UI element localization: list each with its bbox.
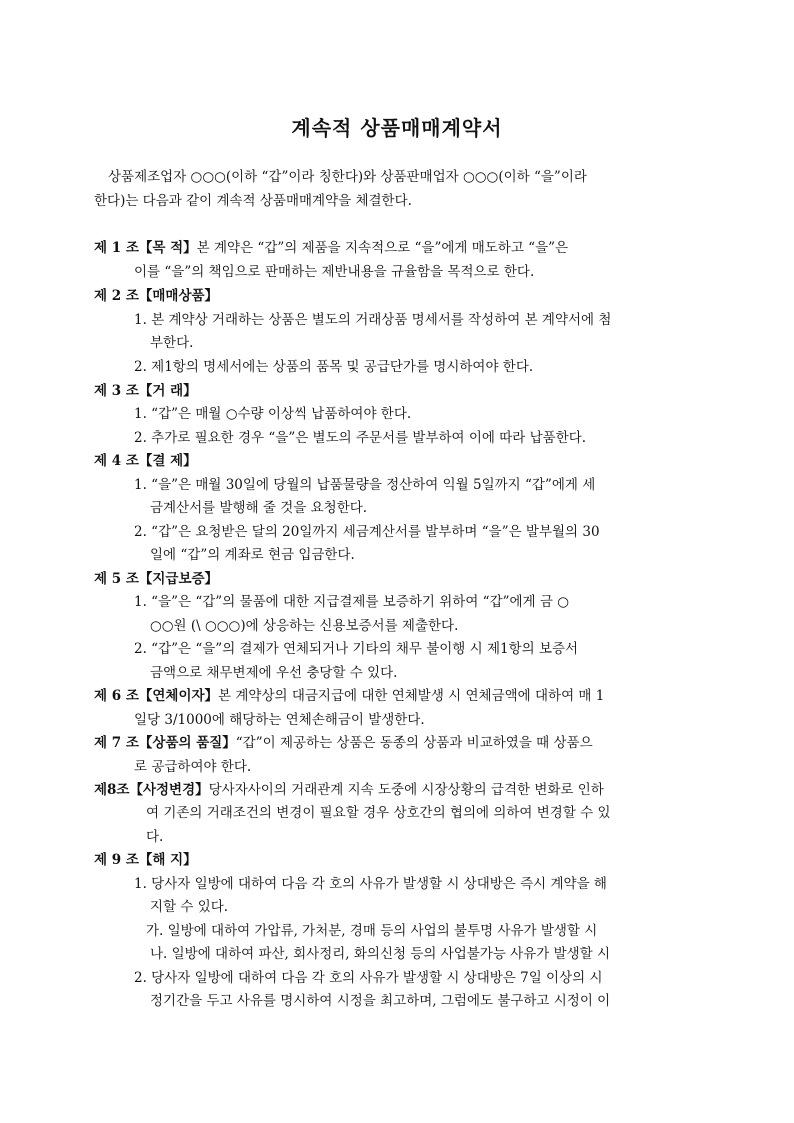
document-title: 계속적 상품매매계약서 [291,116,503,140]
article-9-item-1: 1. 당사자 일방에 대하여 다음 각 호의 사유가 발생할 시 상대방은 즉시 계약을 해 [134,876,607,892]
article-2-item-2: 2. 제1항의 명세서에는 상품의 품목 및 공급단가를 명시하여야 한다. [134,359,534,375]
article-8-line-1 [94,780,604,800]
article-8-line-2: 여 기존의 거래조건의 변경이 필요할 경우 상호간의 협의에 의하여 변경할 수 있 [146,805,611,821]
article-5-item-2: 2. “갑”은 “을”의 결제가 연체되거나 기타의 채무 불이행 시 제1항의 보증서 [134,641,579,657]
article-2-heading: 제 2 조【매매상품】 [94,288,219,304]
article-6-heading: 제 6 조【연체이자】 [94,688,219,704]
article-5-heading: 제 5 조【지급보증】 [94,571,219,587]
article-7-line-2: 로 공급하여야 한다. [134,759,252,775]
article-9-item-1-cont: 지할 수 있다. [150,899,229,915]
article-9-heading: 제 9 조【해 지】 [94,852,197,868]
article-1-text: 본 계약은 “갑”의 제품을 지속적으로 “을”에게 매도하고 “을”은 [196,240,569,256]
article-8-line-3: 다. [146,829,164,845]
article-4-item-2: 2. “갑”은 요청받은 달의 20일까지 세금계산서를 발부하며 “을”은 발부월의 30 [134,524,600,540]
article-9-item-2-cont: 정기간을 두고 사유를 명시하여 시정을 최고하며, 그럼에도 불구하고 시정이 이 [150,993,611,1009]
article-2-item-1: 1. 본 계약상 거래하는 상품은 별도의 거래상품 명세서를 작성하여 본 계약서에 첨 [134,312,612,328]
article-7-line-1 [94,733,593,753]
article-2-item-1-cont: 부한다. [150,335,194,351]
intro-line-1: 상품제조업자 ○○○(이하 “갑”이라 칭한다)와 상품판매업자 ○○○(이하 “을”이라 [108,169,587,185]
article-3-item-2: 2. 추가로 필요한 경우 “을”은 별도의 주문서를 발부하여 이에 따라 납품한다. [134,430,587,446]
article-6-line-1 [94,686,604,706]
article-3-item-1: 1. “갑”은 매월 ○수량 이상씩 납품하여야 한다. [134,406,412,422]
article-8-heading: 제8조【사정변경】 [94,782,209,798]
article-4-item-1-cont: 금계산서를 발행해 줄 것을 요청한다. [150,500,368,516]
article-5-item-1: 1. “을”은 “갑”의 물품에 대한 지급결제를 보증하기 위하여 “갑”에게 금 ○ [134,594,570,610]
article-4-item-2-cont: 일에 “갑”의 계좌로 현금 입금한다. [150,547,355,563]
article-1-line-1 [94,238,568,258]
article-4-item-1: 1. “을”은 매월 30일에 당월의 납품물량을 정산하여 익월 5일까지 “갑”에게 세 [134,477,596,493]
article-1-line-2: 이를 “을”의 책임으로 판매하는 제반내용을 규율함을 목적으로 한다. [134,264,535,280]
article-9-subitem-ga: 가. 일방에 대하여 가압류, 가처분, 경매 등의 사업의 불투명 사유가 발생할 시 [146,923,598,939]
article-7-heading: 제 7 조【상품의 품질】 [94,735,236,751]
article-1-heading: 제 1 조【목 적】 [94,240,197,256]
article-9-item-2: 2. 당사자 일방에 대하여 다음 각 호의 사유가 발생할 시 상대방은 7일 이상의 시 [134,970,603,986]
article-4-heading: 제 4 조【결 제】 [94,453,197,469]
article-6-text: 본 계약상의 대금지급에 대한 연체발생 시 연체금액에 대하여 매 1 [218,688,605,704]
article-5-item-1-cont: ○○원 (\ ○○○)에 상응하는 신용보증서를 제출한다. [150,618,459,634]
article-6-line-2: 일당 3/1000에 해당하는 연체손해금이 발생한다. [134,712,425,728]
article-3-heading: 제 3 조【거 래】 [94,383,197,399]
article-7-text: “갑”이 제공하는 상품은 동종의 상품과 비교하였을 때 상품으 [235,735,593,751]
article-5-item-2-cont: 금액으로 채무변제에 우선 충당할 수 있다. [150,665,398,681]
article-9-subitem-na: 나. 일방에 대하여 파산, 회사정리, 화의신청 등의 사업불가능 사유가 발생할 시 [150,946,611,962]
article-8-text: 당사자사이의 거래관계 지속 도중에 시장상황의 급격한 변화로 인하 [208,782,604,798]
intro-line-2: 한다)는 다음과 같이 계속적 상품매매계약을 체결한다. [94,193,412,209]
